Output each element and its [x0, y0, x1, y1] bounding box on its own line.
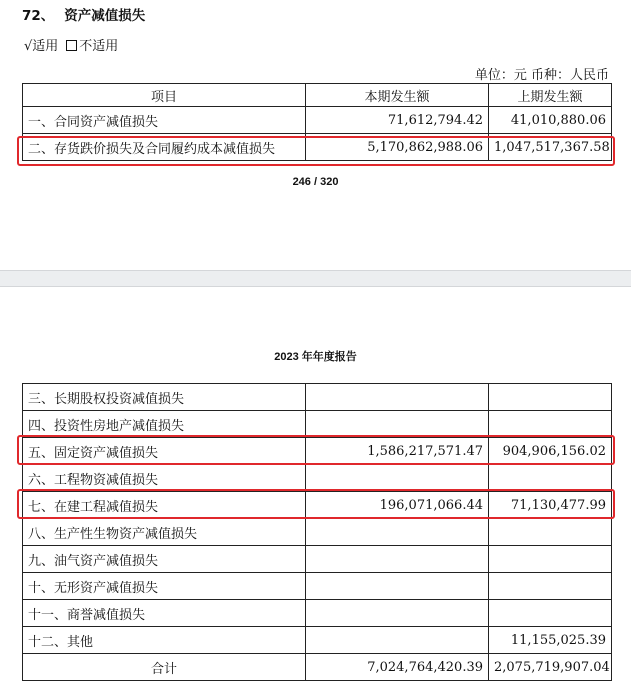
row-previous: 1,047,517,367.58: [489, 134, 612, 161]
applicable-label: √适用: [24, 39, 59, 54]
row-current: 196,071,066.44: [306, 492, 489, 519]
header-previous: 上期发生额: [489, 84, 612, 107]
section-title: 资产减值损失: [64, 8, 146, 24]
row-item: 九、油气资产减值损失: [23, 546, 306, 573]
row-current: 5,170,862,988.06: [306, 134, 489, 161]
pdf-page-246: [0, 0, 631, 270]
row-item: 十、无形资产减值损失: [23, 573, 306, 600]
unit-note: 单位：元 币种：人民币: [474, 68, 609, 83]
row-item: 七、在建工程减值损失: [23, 492, 306, 519]
header-current: 本期发生额: [306, 84, 489, 107]
row-previous: [489, 411, 612, 438]
unchecked-box-icon: [66, 40, 77, 51]
impairment-table-part1: [22, 83, 612, 161]
pdf-page-247: [0, 287, 631, 687]
table-row: [23, 107, 612, 134]
row-current: [306, 411, 489, 438]
row-previous: [489, 573, 612, 600]
row-item: 四、投资性房地产减值损失: [23, 411, 306, 438]
page-number: 246 / 320: [292, 176, 339, 188]
table-row: [23, 134, 612, 161]
table-row: [23, 627, 612, 654]
row-current: [306, 600, 489, 627]
row-current: [306, 465, 489, 492]
row-current: [306, 384, 489, 411]
applicability-line: [24, 35, 118, 54]
total-label: 合计: [23, 654, 306, 681]
row-current: 71,612,794.42: [306, 107, 489, 134]
row-previous: [489, 384, 612, 411]
table-row: [23, 411, 612, 438]
row-current: [306, 519, 489, 546]
row-item: 十二、其他: [23, 627, 306, 654]
row-previous: 11,155,025.39: [489, 627, 612, 654]
section-number: 72、: [22, 8, 55, 24]
row-item: 三、长期股权投资减值损失: [23, 384, 306, 411]
row-item: 六、工程物资减值损失: [23, 465, 306, 492]
page-separator: [0, 270, 631, 287]
row-item: 八、生产性生物资产减值损失: [23, 519, 306, 546]
table-row: [23, 546, 612, 573]
section-heading: [22, 4, 145, 24]
row-previous: 71,130,477.99: [489, 492, 612, 519]
row-previous: [489, 519, 612, 546]
row-previous: [489, 465, 612, 492]
header-item: 项目: [23, 84, 306, 107]
table-row: [23, 492, 612, 519]
table-row: [23, 519, 612, 546]
row-current: [306, 573, 489, 600]
row-previous: [489, 600, 612, 627]
table-row: [23, 600, 612, 627]
table-row: [23, 573, 612, 600]
table-header-row: [23, 84, 612, 107]
row-previous: [489, 546, 612, 573]
row-current: 1,586,217,571.47: [306, 438, 489, 465]
table-row: [23, 438, 612, 465]
total-row: [23, 654, 612, 681]
table-row: [23, 384, 612, 411]
row-item: 二、存货跌价损失及合同履约成本减值损失: [23, 134, 306, 161]
row-previous: 904,906,156.02: [489, 438, 612, 465]
report-header: 2023 年年度报告: [274, 351, 357, 363]
total-current: 7,024,764,420.39: [306, 654, 489, 681]
not-applicable-label: 不适用: [79, 39, 119, 54]
row-item: 十一、商誉减值损失: [23, 600, 306, 627]
row-current: [306, 627, 489, 654]
row-previous: 41,010,880.06: [489, 107, 612, 134]
row-item: 五、固定资产减值损失: [23, 438, 306, 465]
row-item: 一、合同资产减值损失: [23, 107, 306, 134]
impairment-table-part2: [22, 383, 612, 681]
total-previous: 2,075,719,907.04: [489, 654, 612, 681]
row-current: [306, 546, 489, 573]
table-row: [23, 465, 612, 492]
